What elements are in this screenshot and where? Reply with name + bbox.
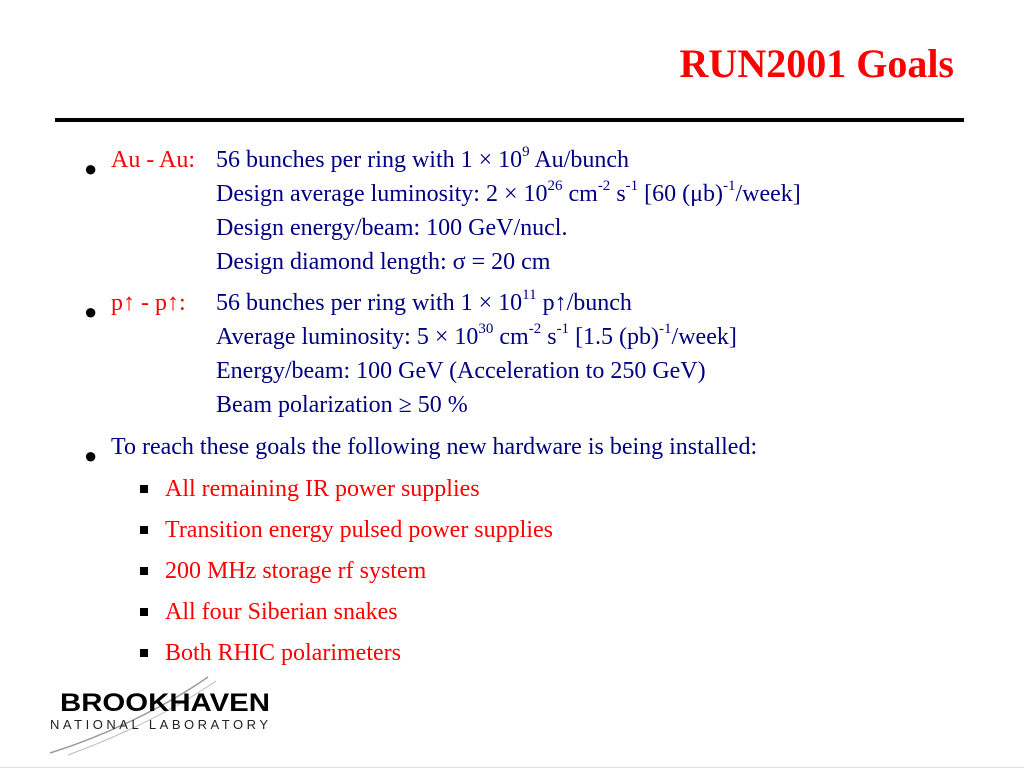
bullet-label-au-au: Au - Au: — [111, 147, 195, 173]
hardware-item-label: Transition energy pulsed power supplies — [165, 517, 553, 543]
logo-name: BROOKHAVEN — [60, 689, 270, 717]
bullet-dot-icon: ● — [84, 299, 98, 324]
bullet-dot-icon: ● — [84, 156, 98, 181]
title-divider — [55, 118, 964, 122]
square-bullet-icon — [140, 567, 148, 575]
square-bullet-icon — [140, 485, 148, 493]
brookhaven-logo — [48, 675, 288, 757]
square-bullet-icon — [140, 649, 148, 657]
p-energy-line: Energy/beam: 100 GeV (Acceleration to 250 GeV) — [216, 358, 706, 384]
p-bunches-line: 56 bunches per ring with $1 \times 10^{11}$ p↑/bunch — [216, 287, 632, 316]
au-energy-line: Design energy/beam: 100 GeV/nucl. — [216, 215, 568, 241]
hardware-item-label: 200 MHz storage rf system — [165, 558, 427, 584]
bullet-label-p-p: p↑ - p↑: — [111, 290, 186, 316]
slide-title: RUN2001 Goals — [679, 41, 954, 86]
bullet-dot-icon: ● — [84, 443, 98, 468]
p-polarization-line: Beam polarization ≥ 50 % — [216, 392, 468, 418]
square-bullet-icon — [140, 526, 148, 534]
hardware-item-label: All four Siberian snakes — [165, 599, 398, 625]
hardware-item-label: Both RHIC polarimeters — [165, 640, 401, 666]
p-luminosity-line: Average luminosity: $5 \times 10^{30}$ $cm^{-2}$ $s^{-1}$ [1.5 (pb)$^{-1}$/week] — [216, 321, 737, 350]
au-bunches-line: 56 bunches per ring with $1 \times 10^9$ Au/bunch — [216, 144, 629, 173]
logo-subtitle: NATIONAL LABORATORY — [50, 717, 268, 732]
au-diamond-line: Design diamond length: σ = 20 cm — [216, 249, 551, 275]
square-bullet-icon — [140, 608, 148, 616]
au-luminosity-line: Design average luminosity: $2 \times 10^{26}$ $cm^{-2}$ $s^{-1}$ [60 $(\mu b)^{-1}/week$] — [216, 178, 801, 207]
hardware-item-label: All remaining IR power supplies — [165, 476, 480, 502]
hardware-intro: To reach these goals the following new hardware is being installed: — [111, 434, 758, 460]
